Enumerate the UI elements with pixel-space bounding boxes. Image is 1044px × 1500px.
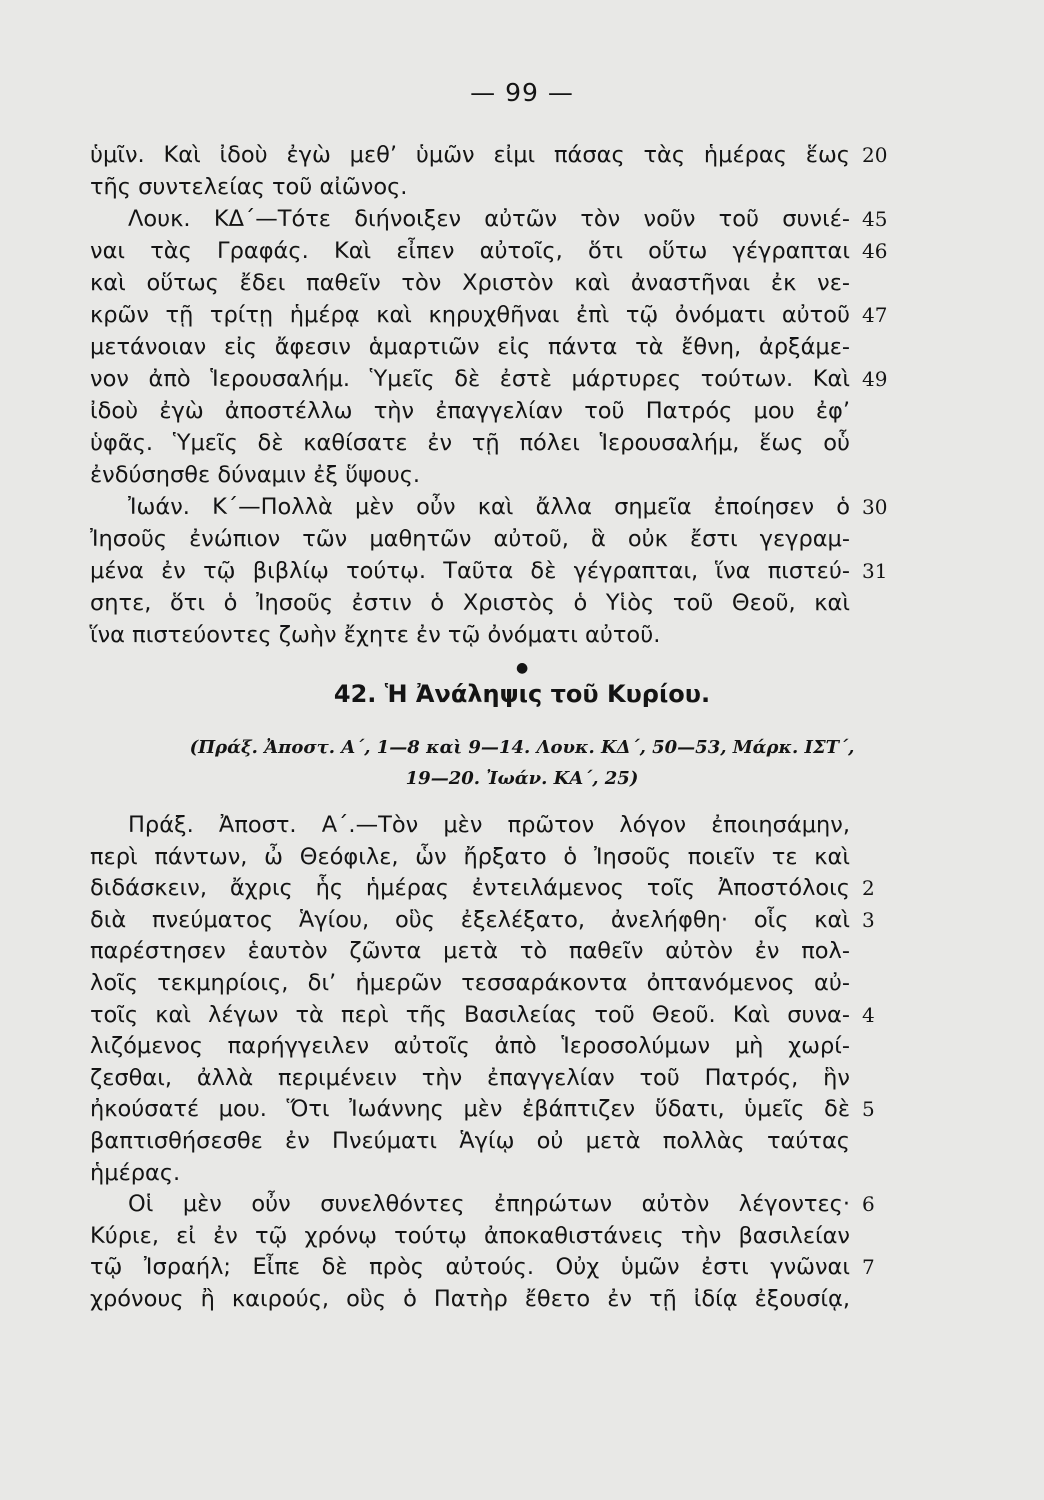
- line-text: ζεσθαι, ἀλλὰ περιμένειν τὴν ἐπαγγελίαν τοῦ Πατρός, ἣν: [90, 1064, 850, 1091]
- verse-number: 49: [862, 367, 888, 391]
- text-line: [90, 840, 850, 874]
- text-line: [90, 170, 850, 204]
- text-line: [90, 1156, 850, 1190]
- text-line: [90, 1061, 850, 1095]
- verse-number: 31: [862, 559, 888, 583]
- line-text: παρέστησεν ἑαυτὸν ζῶντα μετὰ τὸ παθεῖν αὐτὸν ἐν πολ-: [90, 938, 850, 965]
- line-text: νον ἀπὸ Ἱερουσαλήμ. Ὑμεῖς δὲ ἐστὲ μάρτυρες τούτων. Καὶ: [90, 366, 850, 392]
- line-text: βαπτισθήσεσθε ἐν Πνεύματι Ἁγίῳ οὐ μετὰ πολλὰς ταύτας: [90, 1128, 850, 1154]
- text-line: [90, 1092, 850, 1126]
- line-text: Οἱ μὲν οὖν συνελθόντες ἐπηρώτων αὐτὸν λέγοντες·: [128, 1191, 850, 1218]
- line-text: τῆς συντελείας τοῦ αἰῶνος.: [90, 174, 408, 200]
- verse-number: 46: [862, 239, 888, 263]
- line-text: ἵνα πιστεύοντες ζωὴν ἔχητε ἐν τῷ ὀνόματι αὐτοῦ.: [90, 622, 661, 648]
- text-line: [90, 618, 850, 652]
- verse-number: 30: [862, 495, 888, 519]
- verse-number: 2: [862, 876, 875, 901]
- verse-number: 20: [862, 143, 888, 167]
- text-line: [90, 1029, 850, 1063]
- line-text: περὶ πάντων, ὦ Θεόφιλε, ὧν ἤρξατο ὁ Ἰησοῦς ποιεῖν τε καὶ: [90, 843, 850, 870]
- verse-number: 3: [862, 907, 875, 932]
- line-text: Ἰωάν. Κ΄—Πολλὰ μὲν οὖν καὶ ἄλλα σημεῖα ἐποίησεν ὁ: [128, 494, 850, 520]
- line-text: διδάσκειν, ἄχρις ἧς ἡμέρας ἐντειλάμενος τοῖς Ἀποστόλοις: [90, 875, 850, 902]
- line-text: ὑφᾶς. Ὑμεῖς δὲ καθίσατε ἐν τῇ πόλει Ἱερουσαλήμ, ἕως οὗ: [90, 430, 850, 456]
- text-line: [90, 586, 850, 620]
- text-line: [90, 234, 850, 268]
- text-line: [90, 998, 850, 1032]
- text-line: [90, 1282, 850, 1316]
- text-line: [90, 458, 850, 492]
- line-text: ἠκούσατέ μου. Ὅτι Ἰωάννης μὲν ἐβάπτιζεν ὕδατι, ὑμεῖς δὲ: [90, 1096, 850, 1123]
- text-line: [90, 298, 850, 332]
- line-text: ἐνδύσησθε δύναμιν ἐξ ὕψους.: [90, 462, 421, 488]
- text-line: [90, 1124, 850, 1158]
- text-line: [90, 362, 850, 396]
- decorative-dot: ●: [516, 660, 529, 676]
- text-line: [128, 808, 850, 842]
- line-text: σητε, ὅτι ὁ Ἰησοῦς ἐστιν ὁ Χριστὸς ὁ Υἱὸς τοῦ Θεοῦ, καὶ: [90, 590, 850, 616]
- verse-number: 7: [862, 1255, 875, 1280]
- line-text: τοῖς καὶ λέγων τὰ περὶ τῆς Βασιλείας τοῦ Θεοῦ. Καὶ συνα-: [90, 1001, 850, 1028]
- text-line: [90, 1250, 850, 1284]
- line-text: διὰ πνεύματος Ἁγίου, οὓς ἐξελέξατο, ἀνελήφθη· οἷς καὶ: [90, 906, 850, 933]
- line-text: ὑμῖν. Καὶ ἰδοὺ ἐγὼ μεθ’ ὑμῶν εἰμι πάσας τὰς ἡμέρας ἕως: [90, 142, 850, 168]
- text-line: [128, 1187, 850, 1221]
- verse-number: 47: [862, 303, 888, 327]
- text-line: [90, 138, 850, 172]
- line-text: ἰδοὺ ἐγὼ ἀποστέλλω τὴν ἐπαγγελίαν τοῦ Πατρός μου ἐφ’: [90, 398, 850, 424]
- references-line-2: 19—20. Ἰωάν. ΚΑ΄, 25): [405, 768, 639, 789]
- verse-number: 45: [862, 207, 888, 231]
- line-text: μετάνοιαν εἰς ἄφεσιν ἁμαρτιῶν εἰς πάντα τὰ ἔθνη, ἀρξάμε-: [90, 334, 850, 360]
- text-line: [128, 202, 850, 236]
- text-line: [90, 330, 850, 364]
- text-line: [90, 903, 850, 937]
- text-line: [90, 426, 850, 460]
- verse-number: 4: [862, 1002, 875, 1027]
- text-line: [90, 394, 850, 428]
- line-text: χρόνους ἢ καιρούς, οὓς ὁ Πατὴρ ἔθετο ἐν τῇ ἰδίᾳ ἐξουσίᾳ,: [90, 1286, 850, 1312]
- line-text: μένα ἐν τῷ βιβλίῳ τούτῳ. Ταῦτα δὲ γέγραπται, ἵνα πιστεύ-: [90, 558, 850, 584]
- line-text: Ἰησοῦς ἐνώπιον τῶν μαθητῶν αὐτοῦ, ἃ οὐκ ἔστι γεγραμ-: [90, 526, 850, 552]
- line-text: Πράξ. Ἀποστ. Α΄.—Τὸν μὲν πρῶτον λόγον ἐποιησάμην,: [128, 812, 850, 838]
- text-line: [90, 554, 850, 588]
- text-line: [128, 490, 850, 524]
- line-text: λιζόμενος παρήγγειλεν αὐτοῖς ἀπὸ Ἱεροσολύμων μὴ χωρί-: [90, 1033, 850, 1060]
- line-text: Λουκ. ΚΔ΄—Τότε διήνοιξεν αὐτῶν τὸν νοῦν τοῦ συνιέ-: [128, 206, 850, 232]
- line-text: Κύριε, εἰ ἐν τῷ χρόνῳ τούτῳ ἀποκαθιστάνεις τὴν βασιλείαν: [90, 1222, 850, 1249]
- references-line-1: (Πράξ. Ἀποστ. Α΄, 1—8 καὶ 9—14. Λουκ. ΚΔ΄, 50—53, Μάρκ. ΙΣΤ΄,: [189, 737, 855, 758]
- verse-number: 6: [862, 1192, 875, 1217]
- section-heading: 42. Ἡ Ἀνάληψις τοῦ Κυρίου.: [333, 680, 711, 708]
- verse-number: 5: [862, 1097, 875, 1122]
- line-text: ναι τὰς Γραφάς. Καὶ εἶπεν αὐτοῖς, ὅτι οὕτω γέγραπται: [90, 238, 850, 264]
- line-text: κρῶν τῇ τρίτῃ ἡμέρᾳ καὶ κηρυχθῆναι ἐπὶ τῷ ὀνόματι αὐτοῦ: [90, 302, 850, 328]
- text-line: [90, 1219, 850, 1253]
- line-text: καὶ οὕτως ἔδει παθεῖν τὸν Χριστὸν καὶ ἀναστῆναι ἐκ νε-: [90, 270, 850, 296]
- text-line: [90, 266, 850, 300]
- text-line: [90, 934, 850, 968]
- text-line: [90, 966, 850, 1000]
- line-text: λοῖς τεκμηρίοις, δι’ ἡμερῶν τεσσαράκοντα ὀπτανόμενος αὐ-: [90, 970, 850, 996]
- text-line: [90, 871, 850, 905]
- line-text: ἡμέρας.: [90, 1159, 181, 1186]
- text-line: [90, 522, 850, 556]
- page-number: — 99 —: [470, 78, 574, 107]
- line-text: τῷ Ἰσραήλ; Εἶπε δὲ πρὸς αὐτούς. Οὐχ ὑμῶν ἐστι γνῶναι: [90, 1254, 850, 1281]
